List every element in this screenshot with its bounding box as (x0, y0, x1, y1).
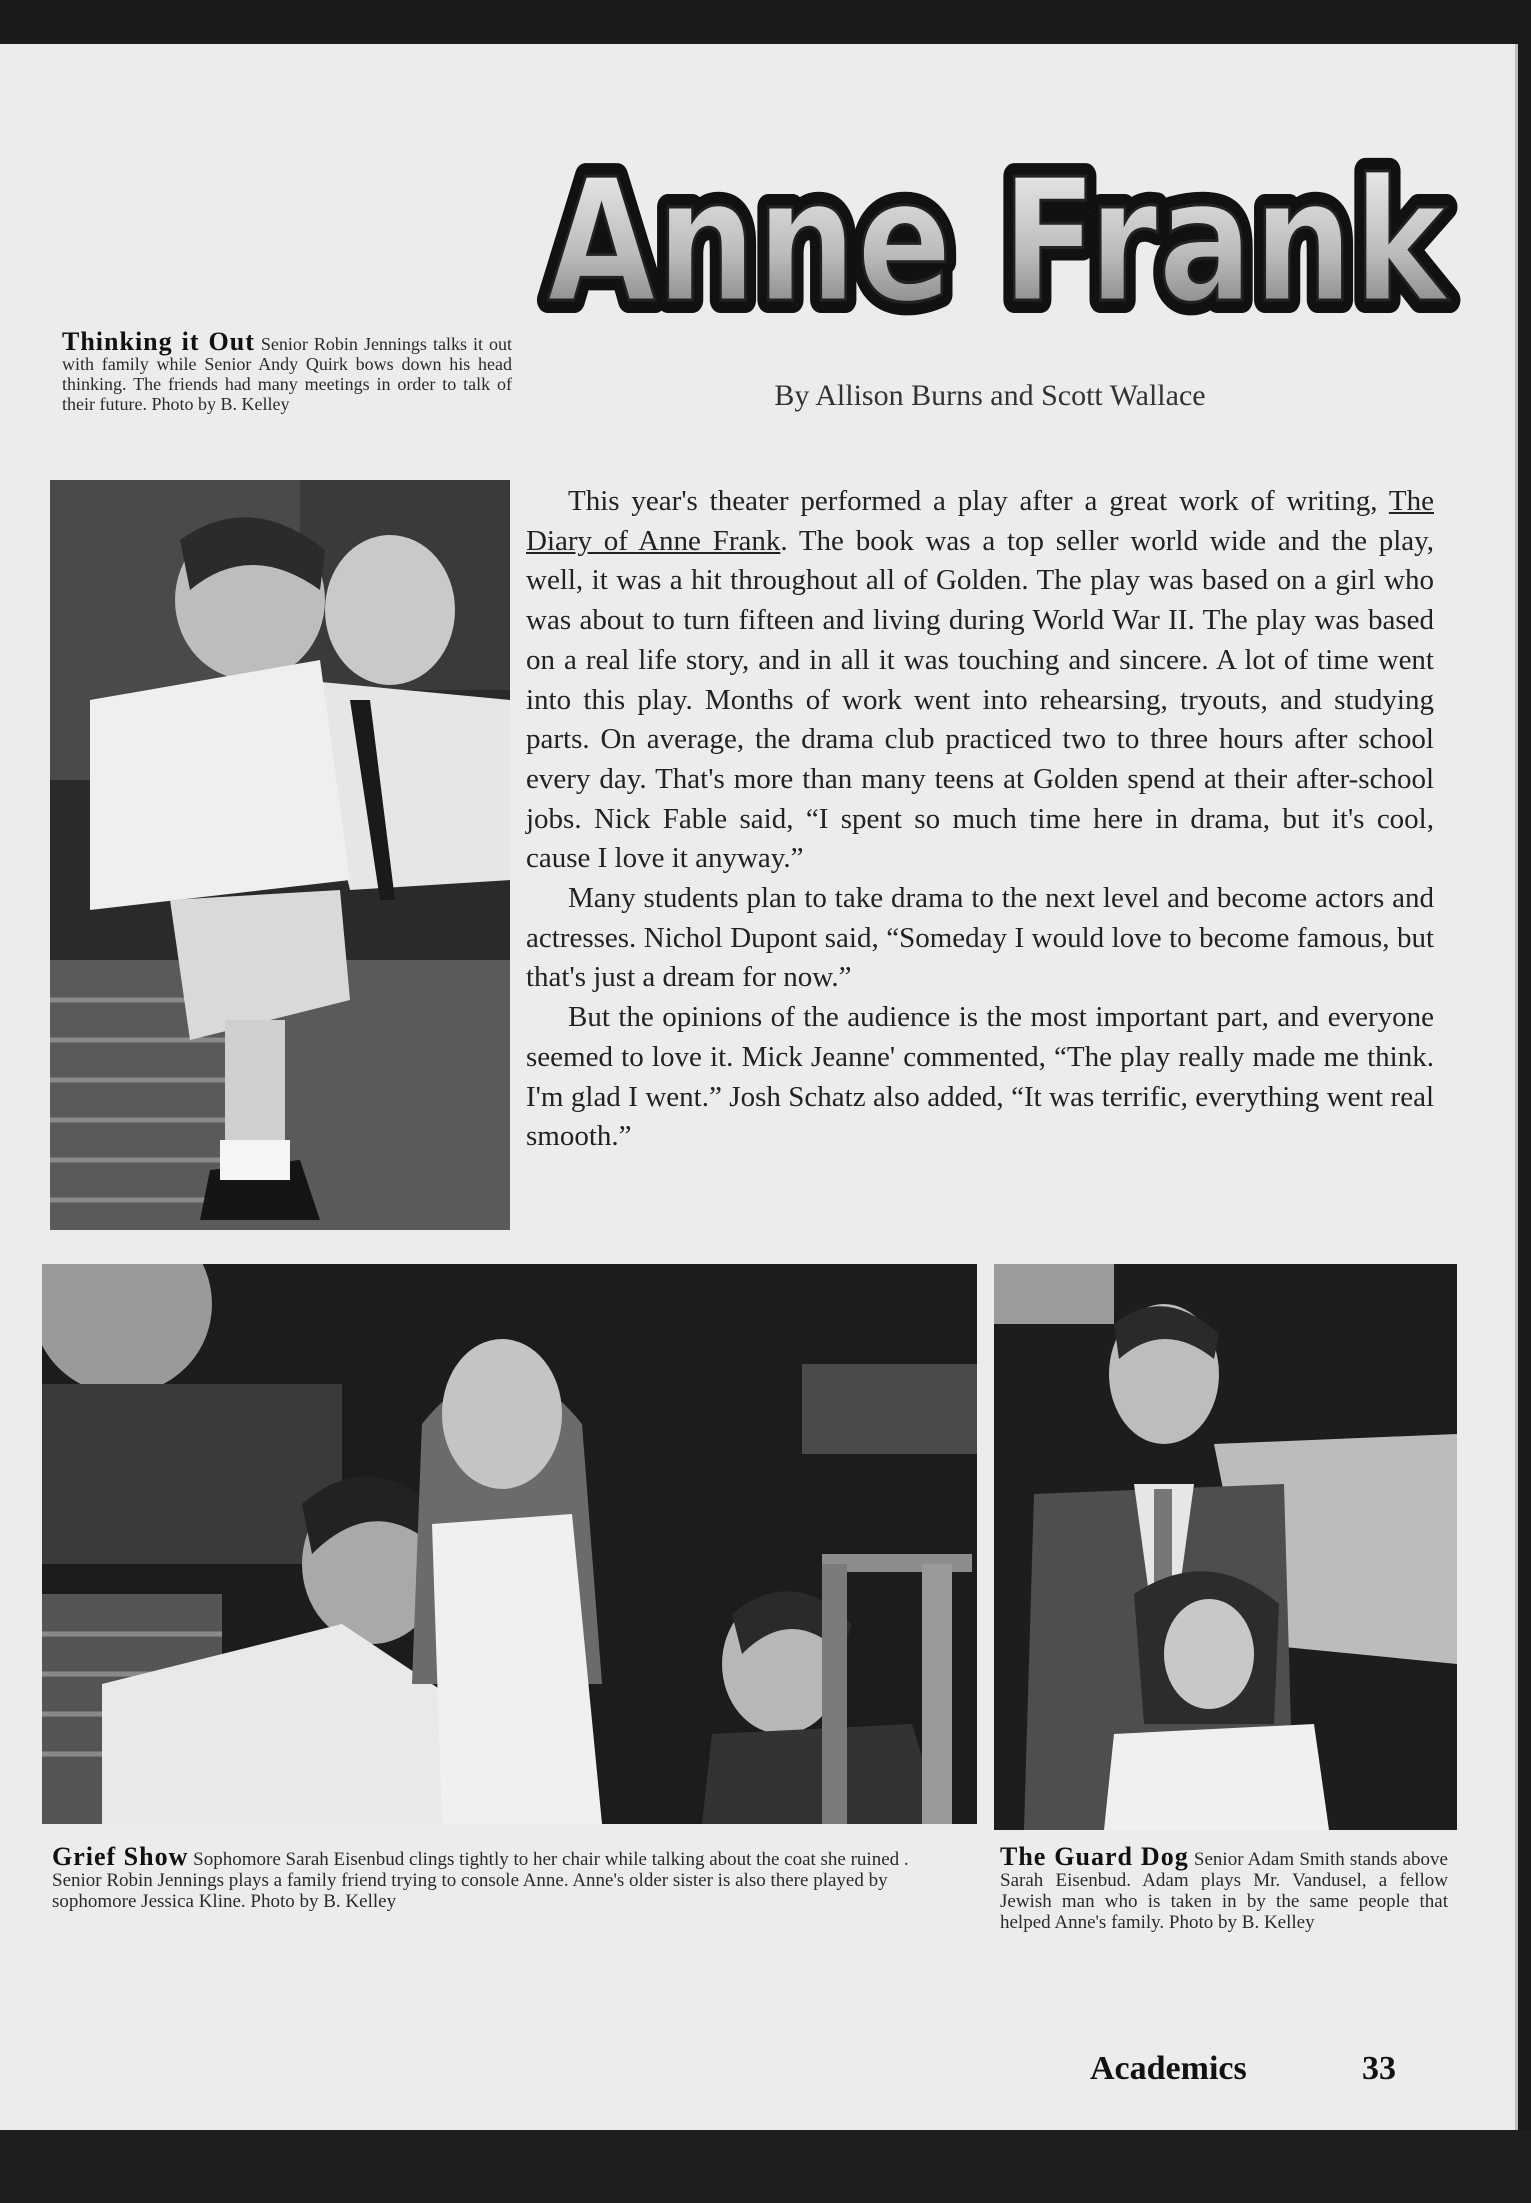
caption-guard-dog (1000, 1842, 1448, 1933)
section-label: Academics (1090, 2050, 1247, 2087)
page-number: 33 (1362, 2050, 1396, 2087)
caption-body: Senior Robin Jennings talks it out with family while Senior Andy Quirk bows down his head thinking. The friends had many meetings in order to talk of their future. Photo by B. Kelley (62, 334, 512, 414)
byline: By Allison Burns and Scott Wallace (774, 379, 1206, 412)
article-paragraph-1: This year's theater performed a play after a great work of writing, The Diary of Anne Frank. The book was a top seller world wide and the play, well, it was a hit throughout all of Golden. The play was based on a girl who was about to turn fifteen and living during World War II. The play was based on a real life story, and in all it was touching and sincere. A lot of time went into this play. Months of work went into rehearsing, tryouts, and studying parts. On average, the drama club practiced two to three hours after school every day. That's more than many teens at Golden spend at their after-school jobs. Nick Fable said, “I spent so much time here in drama, but it's cool, cause I love it anyway.” (526, 485, 1435, 875)
yearbook-page (0, 44, 1518, 2159)
title-text: Anne Frank (547, 143, 1451, 341)
article-paragraph-2: Many students plan to take drama to the next level and become actors and actresses. Nichol Dupont said, “Someday I would love to become famous, but that's just a dream for now.” (526, 882, 1434, 994)
caption-heading: Thinking it Out (62, 327, 255, 356)
caption-body: Sophomore Sarah Eisenbud clings tightly to her chair while talking about the coat she ruined . Senior Robin Jennings plays a family friend trying to console Anne. Anne's older sister is also there played by sophomore Jessica Kline. Photo by B. Kelley (52, 1849, 909, 1912)
title-shadow: Anne Frank (547, 143, 1451, 341)
photo-grief-show (42, 1264, 977, 1824)
book-title: The Diary of Anne Frank (526, 485, 1434, 557)
caption-heading: The Guard Dog (1000, 1842, 1189, 1871)
photo-thinking-it-out (50, 480, 510, 1230)
article-body (526, 482, 1434, 1157)
caption-thinking-it-out (62, 327, 512, 414)
article-paragraph-3: But the opinions of the audience is the most important part, and everyone seemed to love it. Mick Jeanne' commented, “The play really made me think. I'm glad I went.” Josh Schatz also added, “It was terrific, everything went real smooth.” (526, 1001, 1434, 1153)
caption-heading: Grief Show (52, 1842, 189, 1871)
page-title (530, 120, 1465, 350)
caption-body: Senior Adam Smith stands above Sarah Eisenbud. Adam plays Mr. Vandusel, a fellow Jewish man who is taken in by the same people that helped Anne's family. Photo by B. Kelley (1000, 1849, 1448, 1933)
caption-grief-show (52, 1842, 958, 1912)
scan-border (0, 2130, 1531, 2203)
photo-guard-dog (994, 1264, 1457, 1830)
